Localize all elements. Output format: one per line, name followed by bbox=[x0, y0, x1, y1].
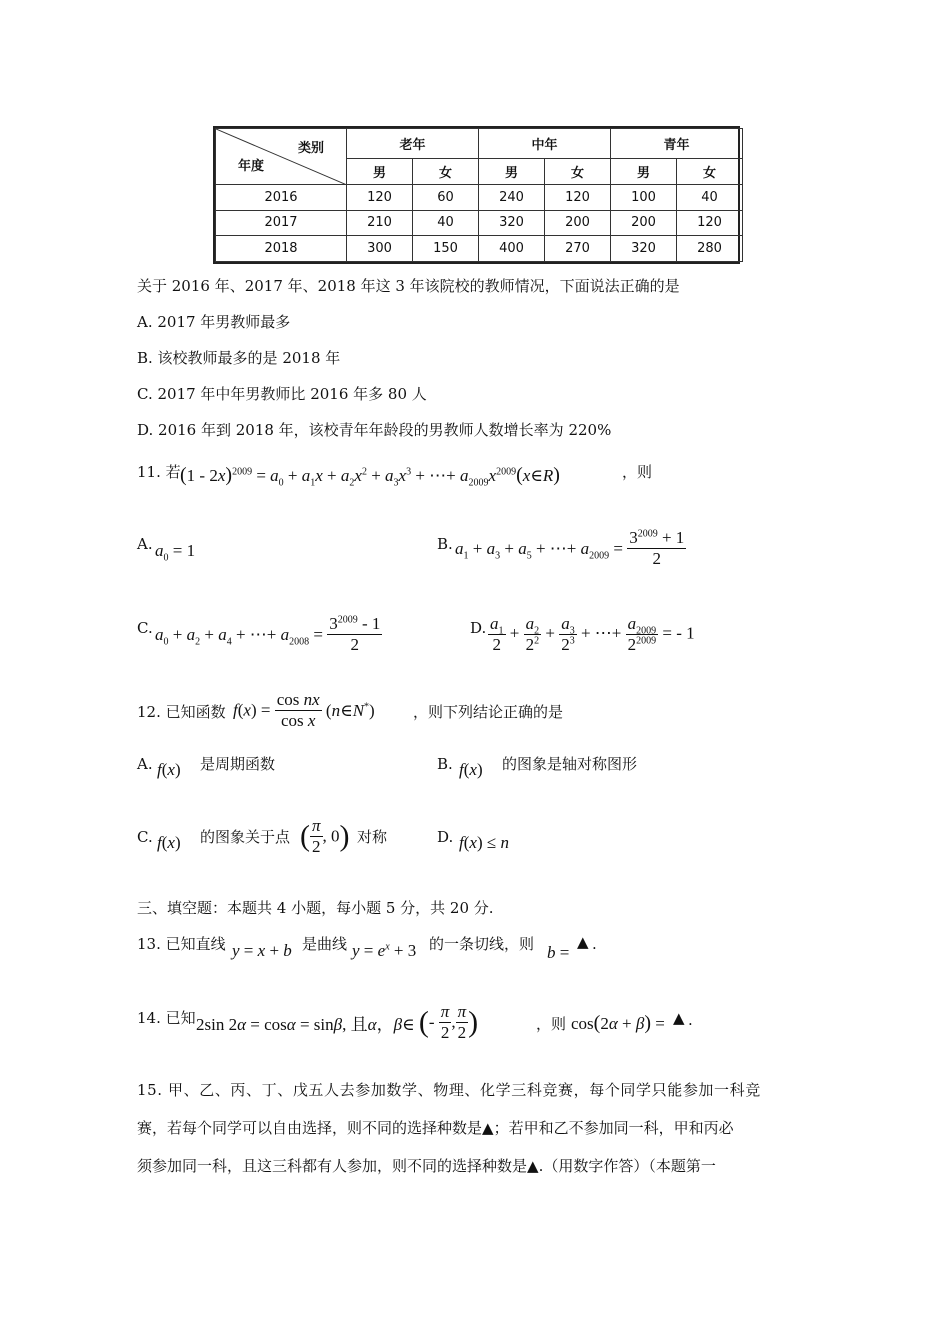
gender-header: 女 bbox=[413, 159, 479, 185]
q13-mid: 是曲线 bbox=[302, 935, 348, 953]
q11-a-label: A. bbox=[137, 535, 153, 553]
header-year: 年度 bbox=[238, 159, 265, 174]
q14-blank: ▲ bbox=[673, 1009, 685, 1027]
q11-tail: ，则 bbox=[622, 463, 653, 481]
section-3-heading: 三、填空题：本题共 4 小题，每小题 5 分，共 20 分. bbox=[137, 899, 494, 917]
gender-header: 男 bbox=[347, 159, 413, 185]
cell: 210 bbox=[347, 210, 413, 236]
q11-expansion: $(1 - 2x)^{2009} = a_0 + a_1x + a_2x^2 + a_3x^3$ + ⋯+ $a_{2009}x^{2009}(x\in R)$ bbox=[180, 464, 560, 489]
table-row bbox=[216, 236, 743, 262]
q14-label: 14. 已知 bbox=[137, 1009, 196, 1027]
q15-blank-2: ▲ bbox=[527, 1157, 539, 1175]
q11-c-label: C. bbox=[137, 619, 153, 637]
group-header: 青年 bbox=[611, 129, 743, 159]
q12-a-label: A. bbox=[137, 755, 153, 773]
cell: 320 bbox=[479, 210, 545, 236]
q14-mid: ，则 bbox=[536, 1015, 567, 1033]
q12-option-a-text: 是周期函数 bbox=[200, 755, 276, 773]
cell: 320 bbox=[611, 236, 677, 262]
q11-option-a: $a_0 = 1$ bbox=[155, 541, 196, 564]
q15-line-2a: 赛，若每个同学可以自由选择，则不同的选择种数是 bbox=[137, 1119, 483, 1137]
q12-option-c-fx: f(x) bbox=[157, 833, 181, 852]
q12-d-label: D. bbox=[437, 828, 454, 846]
q10-option-c: C. 2017 年中年男教师比 2016 年多 80 人 bbox=[137, 385, 427, 403]
group-header: 老年 bbox=[347, 129, 479, 159]
q10-stem: 关于 2016 年、2017 年、2018 年这 3 年该院校的教师情况，下面说法正确的是 bbox=[137, 277, 680, 295]
cell: 150 bbox=[413, 236, 479, 262]
q11-label: 11. 若 bbox=[137, 463, 181, 481]
q15-line-2b: ；若甲和乙不参加同一科，甲和丙必 bbox=[493, 1119, 734, 1137]
q10-option-d: D. 2016 年到 2018 年，该校青年年龄段的男教师人数增长率为 220% bbox=[137, 421, 612, 439]
q13-line: y = x + b bbox=[232, 941, 292, 960]
q12-function: f(x) = $\frac{\text{cos nx}}{\text{cos x}}$ (n∈N*) bbox=[233, 690, 375, 730]
table-row bbox=[216, 210, 743, 236]
cell: 300 bbox=[347, 236, 413, 262]
q13-blank: ▲ bbox=[577, 933, 589, 951]
q15-line-3 bbox=[137, 1156, 716, 1176]
q15-blank-1: ▲ bbox=[482, 1119, 494, 1137]
q13-curve: $y = e^x + 3$ bbox=[352, 941, 417, 960]
cell: 100 bbox=[611, 185, 677, 211]
cell: 200 bbox=[611, 210, 677, 236]
q12-option-c-point: ( $\frac{\pi}{2}$ , 0) bbox=[300, 816, 350, 856]
header-category: 类别 bbox=[297, 141, 324, 156]
q12-option-b-fx: f(x) bbox=[459, 760, 483, 779]
q12-tail: ，则下列结论正确的是 bbox=[413, 703, 564, 721]
q13-tail: 的一条切线，则 bbox=[429, 935, 535, 953]
table-row bbox=[216, 185, 743, 211]
cell: 120 bbox=[677, 210, 743, 236]
q14-condition: 2sin 2α = cosα = sinβ, 且α，β∈ (- $\frac{\pi}{2}$ , $\frac{\pi}{2}$ ) bbox=[196, 1002, 479, 1042]
q13-b: b = bbox=[547, 943, 570, 962]
row-year: 2017 bbox=[216, 210, 347, 236]
q15-line-3a: 须参加同一科，且这三科都有人参加，则不同的选择种数是 bbox=[137, 1157, 528, 1175]
cell: 40 bbox=[413, 210, 479, 236]
cell: 400 bbox=[479, 236, 545, 262]
row-year: 2016 bbox=[216, 185, 347, 211]
cell: 270 bbox=[545, 236, 611, 262]
q13-label: 13. 已知直线 bbox=[137, 935, 226, 953]
q12-c-label: C. bbox=[137, 828, 153, 846]
q15-line-3b: .（用数字作答）（本题第一 bbox=[538, 1157, 716, 1175]
gender-header: 女 bbox=[677, 159, 743, 185]
q15-line-2 bbox=[137, 1118, 734, 1138]
q14-end: . bbox=[688, 1011, 693, 1029]
cell: 40 bbox=[677, 185, 743, 211]
q11-option-d: $\frac{a_1}{2}$ + $\frac{a_2}{2^2}$ + $\frac{a_3}{2^3}$ + ⋯+ $\frac{a_{2009}}{2^{2009}}$ = - 1 bbox=[490, 614, 695, 654]
q11-option-c: $a_0 + a_2 + a_4$ + ⋯+ $a_{2008}$ = $\frac{3^{2009} - 1}{2}$ bbox=[155, 614, 381, 654]
q12-b-label: B. bbox=[437, 755, 453, 773]
q15-line-1: 15. 甲、乙、丙、丁、戊五人去参加数学、物理、化学三科竞赛，每个同学只能参加一科竞 bbox=[137, 1081, 761, 1099]
q12-option-c-text: 的图象关于点 bbox=[200, 828, 291, 846]
q12-option-b-text: 的图象是轴对称图形 bbox=[502, 755, 638, 773]
group-header: 中年 bbox=[479, 129, 611, 159]
cell: 120 bbox=[545, 185, 611, 211]
gender-header: 男 bbox=[479, 159, 545, 185]
q12-option-c-tail: 对称 bbox=[357, 828, 388, 846]
q11-option-b: $a_1 + a_3 + a_5$ + ⋯+ $a_{2009}$ = $\frac{3^{2009} + 1}{2}$ bbox=[455, 528, 685, 568]
q11-d-label: D. bbox=[470, 619, 487, 637]
gender-header: 女 bbox=[545, 159, 611, 185]
cell: 120 bbox=[347, 185, 413, 211]
q11-b-label: B. bbox=[437, 535, 453, 553]
q14-target: cos(2α + β) = bbox=[571, 1012, 665, 1034]
table-diagonal-header bbox=[216, 129, 347, 185]
row-year: 2018 bbox=[216, 236, 347, 262]
cell: 200 bbox=[545, 210, 611, 236]
cell: 280 bbox=[677, 236, 743, 262]
q12-label: 12. 已知函数 bbox=[137, 703, 226, 721]
teacher-table bbox=[213, 126, 740, 264]
q12-option-a-fx: f(x) bbox=[157, 760, 181, 779]
gender-header: 男 bbox=[611, 159, 677, 185]
q10-option-b: B. 该校教师最多的是 2018 年 bbox=[137, 349, 341, 367]
q10-option-a: A. 2017 年男教师最多 bbox=[137, 313, 291, 331]
cell: 240 bbox=[479, 185, 545, 211]
q12-option-d: f(x) ≤ n bbox=[459, 833, 509, 852]
cell: 60 bbox=[413, 185, 479, 211]
q13-end: . bbox=[592, 935, 597, 953]
